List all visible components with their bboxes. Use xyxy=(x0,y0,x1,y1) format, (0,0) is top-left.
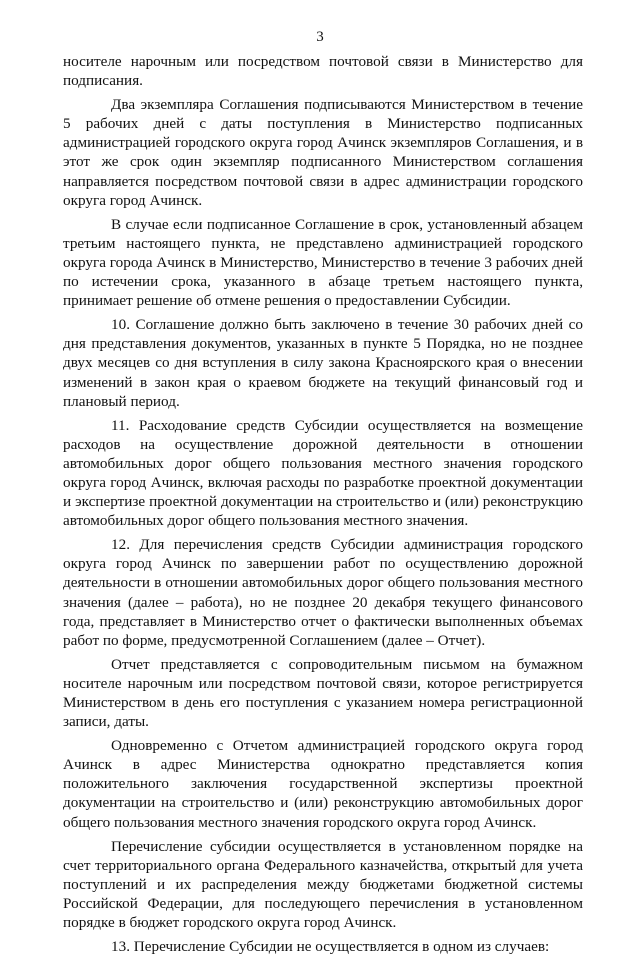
paragraph-item-11: 11. Расходование средств Субсидии осуществляется на возмещение расходов на осуществление дорожной деятельности в отношении автомобильных дорог общего пользования местного значения городского округа город Ачинск, включая расходы по разработке проектной документации и экспертизе проектной документации на строительство и (или) реконструкцию автомобильных дорог общего пользования местного значения. xyxy=(63,416,583,530)
paragraph-continuation: носителе нарочным или посредством почтовой связи в Министерство для подписания. xyxy=(63,53,583,90)
paragraph-cancellation: В случае если подписанное Соглашение в срок, установленный абзацем третьим настоящего пункта, не представлено администрацией городского округа города Ачинск в Министерство, Министерство в течение 3 рабочих дней по истечении срока, указанного в абзаце третьем настоящего пункта, принимает решение об отмене решения о предоставлении Субсидии. xyxy=(63,215,583,310)
paragraph-signing: Два экземпляра Соглашения подписываются Министерством в течение 5 рабочих дней с даты поступления в Министерство подписанных администрацией городского округа город Ачинск экземпляров Соглашения, и в этот же срок один экземпляр подписанного Министерством соглашения направляется посредством почтовой связи в адрес администрации городского округа город Ачинск. xyxy=(63,96,583,209)
paragraph-item-12: 12. Для перечисления средств Субсидии администрация городского округа город Ачинск по завершении работ по осуществлению дорожной деятельности в отношении автомобильных дорог общего пользования местного значения (далее – работа), но не позднее 20 декабря текущего финансового года, представляет в Министерство отчет о фактически выполненных объемах работ по форме, предусмотренной Соглашением (далее – Отчет). xyxy=(63,536,583,649)
paragraph-report: Отчет представляется с сопроводительным письмом на бумажном носителе нарочным или посредством почтовой связи, которое регистрируется Министерством в день его поступления с указанием номера регистрационной записи, даты. xyxy=(63,655,583,731)
page-number: 3 xyxy=(316,29,324,45)
paragraph-transfer: Перечисление субсидии осуществляется в установленном порядке на счет территориального органа Федерального казначейства, открытый для учета поступлений и их распределения между бюджетами бюджетной системы Российской Федерации, для последующего перечисления в установленном порядке в бюджет городского округа город Ачинск. xyxy=(63,837,583,932)
document-body xyxy=(63,52,583,961)
paragraph-item-10: 10. Соглашение должно быть заключено в течение 30 рабочих дней со дня представления документов, указанных в пункте 5 Порядка, но не позднее двух месяцев со дня вступления в силу закона Красноярского края о внесении изменений в закон края о краевом бюджете на текущий финансовый год и плановый период. xyxy=(63,316,583,410)
paragraph-item-13: 13. Перечисление Субсидии не осуществляется в одном из случаев: xyxy=(111,938,550,956)
paragraph-expertise: Одновременно с Отчетом администрацией городского округа город Ачинск в адрес Министерства однократно представляется копия положительного заключения государственной экспертизы проектной документации на строительство и (или) реконструкцию автомобильных дорог общего пользования местного значения городского округа город Ачинск. xyxy=(63,737,583,831)
